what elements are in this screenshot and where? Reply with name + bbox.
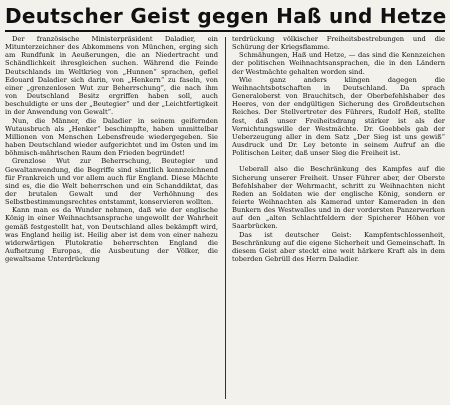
paragraph: Der französische Ministerpräsident Daladier, ein Mitunterzeichner des Abkommens von München, erging sich am Rundfunk in Aeußerungen, die an Niedertracht und Schändlichkeit ihresgleichen suchen. Während die Feinde Deutschlands im Weltkrieg von „Hunnen“ sprachen, gefiel Edouard Daladier sich darin, von „Henkern“ zu faseln, von einer „grenzenlosen Wut zur Beherrschung“, die nach ihm von Deutschland Besitz ergriffen haben soll, auch beschuldigte er uns der „Beutegier“ und der „Leichtfertigkeit in der Anwendung von Gewalt“. xyxy=(5,35,218,117)
left-column xyxy=(5,35,218,263)
paragraph: Grenzlose Wut zur Beherrschung, Beutegier und Gewaltanwendung, die Begriffe sind sämtlich kennzeichnend für Frankreich und vor allem auch für England. Diese Mächte sind es, die die Welt beherrschen und ein Schanddiktat, das der brutalen Gewalt und der Verhöhnung des Selbstbestimmungsrechtes entstammt, konservieren wollten. xyxy=(5,157,218,207)
paragraph: Nun, die Männer, die Daladier in seinem geifernden Wutausbruch als „Henker“ beschimpfte, haben unmittelbar Millionen von Menschen Lebensfreude wiedergegeben. Sie haben Deutschland wieder aufgerichtet und im Osten und im böhmisch-mährischen Raum den Frieden begründet! xyxy=(5,116,218,158)
paragraph: Das ist deutscher Geist: Kampfentschlossenheit, Beschränkung auf die eigene Sicherheit und Gemeinschaft. In diesem Geist aber steckt eine weit härkere Kraft als in dem toberden Gebrüll des Herrn Daladier. xyxy=(232,230,445,264)
paragraph: terdrückung völkischer Freiheitsbestrebungen und die Schürung der Kriegsflamme. xyxy=(232,35,445,52)
paragraph: Schmähungen, Haß und Hetze, — das sind die Kennzeichen der politischen Weihnachtsansprachen, die in den Ländern der Westmächte gehalten worden sind. xyxy=(232,51,445,76)
article-headline: Deutscher Geist gegen Haß und Hetze xyxy=(5,4,447,28)
right-column xyxy=(232,35,445,263)
paragraph: Wie ganz anders klingen dagegen die Weihnachtsbotschaften in Deutschland. Da sprach Generaloberst von Brauchitsch, der Oberbefehlshaber des Heeres, von der endgültigen Sicherung des Großdeutschen Reiches. Der Stellvertreter des Führers, Rudolf Heß, stellte fest, daß unser Freiheitsdrang stärker ist als der Vernichtungswille der Westmächte. Dr. Goebbels gab der Ueberzeugung aller in dem Satz „Der Sieg ist uns gewiß“ Ausdruck und Dr. Ley betonte in seinem Aufruf an die Politischen Leiter, daß unser Sieg die Freiheit ist. xyxy=(232,75,445,158)
headline-rule xyxy=(5,30,445,32)
paragraph: Kann man es da Wunder nehmen, daß wie der englische König in einer Weihnachtsansprache ungewollt der Wahrheit gemäß festgestellt hat, von Deutschland alles bekämpft wird, was England heilig ist. Heilig aber ist dem von einer nahezu widerwärtigen Plutokratie beherrschten England die Aufhetzung Europas, die Ausbeutung der Völker, die gewaltsame Unterdrückung xyxy=(5,206,218,264)
article-body xyxy=(5,35,445,405)
column-divider xyxy=(225,37,226,399)
paragraph: Ueberall also die Beschränkung des Kampfes auf die Sicherung unserer Freiheit. Unser Führer aber, der Oberste Befehlshaber der Wehrmacht, schritt zu Weihnachten nicht Reden an Soldaten wie der englische König, sondern er feierte Weihnachten als Kamerad unter Kameraden in den Bunkern des Westwalles und in der vordersten Panzerwerken auf den „alten Schlachtfeldern der Spicherer Höhen vor Saarbrücken. xyxy=(232,165,445,231)
